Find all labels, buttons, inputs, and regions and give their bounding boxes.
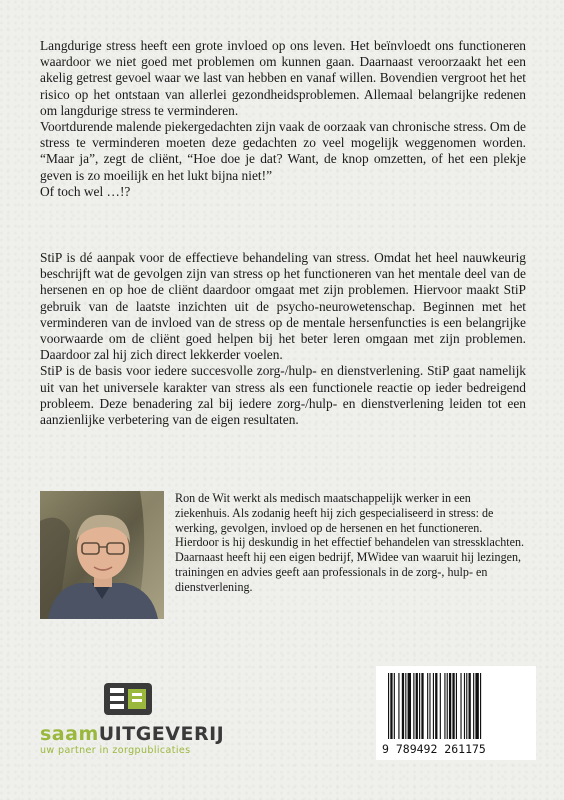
- barcode-bar: [390, 673, 392, 739]
- author-bio: Ron de Wit werkt als medisch maatschappelijk werker in een ziekenhuis. Als zodanig heeft hij zich gespecialiseerd in stress: de werking, gevolgen, invloed op de hersenen en het functioneren. Hierdoor is hij deskundig in het effectief behandelen van stressklachten. Daarnaast heeft hij een eigen bedrijf, MWidee van waaruit hij lezingen, trainingen en advies geeft aan professionals in de zorg-, hulp- en dienstverlening.: [175, 491, 525, 594]
- barcode-bar: [433, 673, 434, 739]
- intro-line-1: Langdurige stress heeft een grote invloed op ons leven. Het beïnvloedt ons functioneren waardoor we niet goed met problemen om kunnen gaan. Daarnaast veroorzaakt het een akelig getrest gevoel waar we last van hebben en vanaf willen. Bovendien vergroot het het risico op het ontstaan van allerlei gezondheidsproblemen. Allemaal belangrijke redenen om langdurige stress te verminderen.: [40, 38, 526, 118]
- author-photo: [40, 491, 164, 619]
- barcode-bar: [421, 673, 423, 739]
- barcode-bar: [394, 673, 395, 739]
- barcode-bar: [388, 673, 389, 739]
- barcode-bar: [427, 673, 428, 739]
- intro-line-3: Of toch wel …!?: [40, 183, 131, 199]
- barcode-bar: [480, 673, 481, 739]
- description-line-1: StiP is dé aanpak voor de effectieve behandeling van stress. Omdat het heel nauwkeurig beschrijft wat de gevolgen zijn van stress op het functioneren van het mentale deel van de hersenen en op hoe de cliënt daardoor omgaat met zijn problemen. Hiervoor maakt StiP gebruik van de laatste inzichten uit de psycho-neurowetenschap. Beginnen met het verminderen van de invloed van de stress op de mentale hersenfuncties is een belangrijke voorwaarde om de cliënt goed helpen bij het beter leren omgaan met zijn problemen. Daardoor zal hij zich direct lekkerder voelen.: [40, 250, 526, 363]
- barcode-bar: [460, 673, 461, 739]
- author-portrait-image: [40, 491, 164, 619]
- barcode-bar: [449, 673, 451, 739]
- barcode-bar: [435, 673, 437, 739]
- barcode-bars: [388, 673, 526, 739]
- barcode-bar: [473, 673, 474, 739]
- barcode-bar: [416, 673, 418, 739]
- barcode-bar: [475, 673, 478, 739]
- barcode-bar: [408, 673, 411, 739]
- barcode-bar: [469, 673, 471, 739]
- publisher-tagline: uw partner in zorgpublicaties: [40, 745, 191, 756]
- publisher-name: [40, 723, 224, 745]
- barcode-bar: [419, 673, 420, 739]
- barcode-bar: [405, 673, 406, 739]
- barcode-bar: [456, 673, 457, 739]
- barcode-bar: [447, 673, 448, 739]
- isbn-barcode: [376, 666, 536, 760]
- isbn-text: 9 789492 261175: [382, 742, 486, 756]
- barcode-bar: [440, 673, 441, 739]
- barcode-bar: [402, 673, 404, 739]
- description-line-2: StiP is de basis voor iedere succesvolle zorg-/hulp- en dienstverlening. StiP gaat namelijk uit van het universele karakter van stress als een functionele reactie op ieder bedreigend probleem. Deze benadering zal bij iedere zorg-/hulp- en dienstverlening leiden tot een aanzienlijke verbetering van de eigen resultaten.: [40, 363, 526, 428]
- publisher-name-part-2: UITGEVERIJ: [98, 723, 225, 745]
- barcode-bar: [413, 673, 414, 739]
- barcode-bar: [444, 673, 445, 739]
- barcode-bar: [466, 673, 467, 739]
- publisher-logo-icon: [102, 681, 154, 717]
- description-paragraph: [40, 250, 526, 428]
- barcode-bar: [429, 673, 430, 739]
- intro-paragraph: [40, 38, 526, 200]
- barcode-bar: [398, 673, 399, 739]
- barcode-bar: [464, 673, 465, 739]
- barcode-bar: [452, 673, 454, 739]
- publisher-name-part-1: saam: [40, 723, 99, 745]
- intro-line-2: Voortdurende malende piekergedachten zijn vaak de oorzaak van chronische stress. Om de stress te verminderen moeten deze gedachten zo veel mogelijk weggenomen worden. “Maar ja”, zegt de cliënt, “Hoe doe je dat? Want, de knop omzetten, of het een plekje geven is zo moeilijk en het lukt bijna niet!”: [40, 119, 526, 183]
